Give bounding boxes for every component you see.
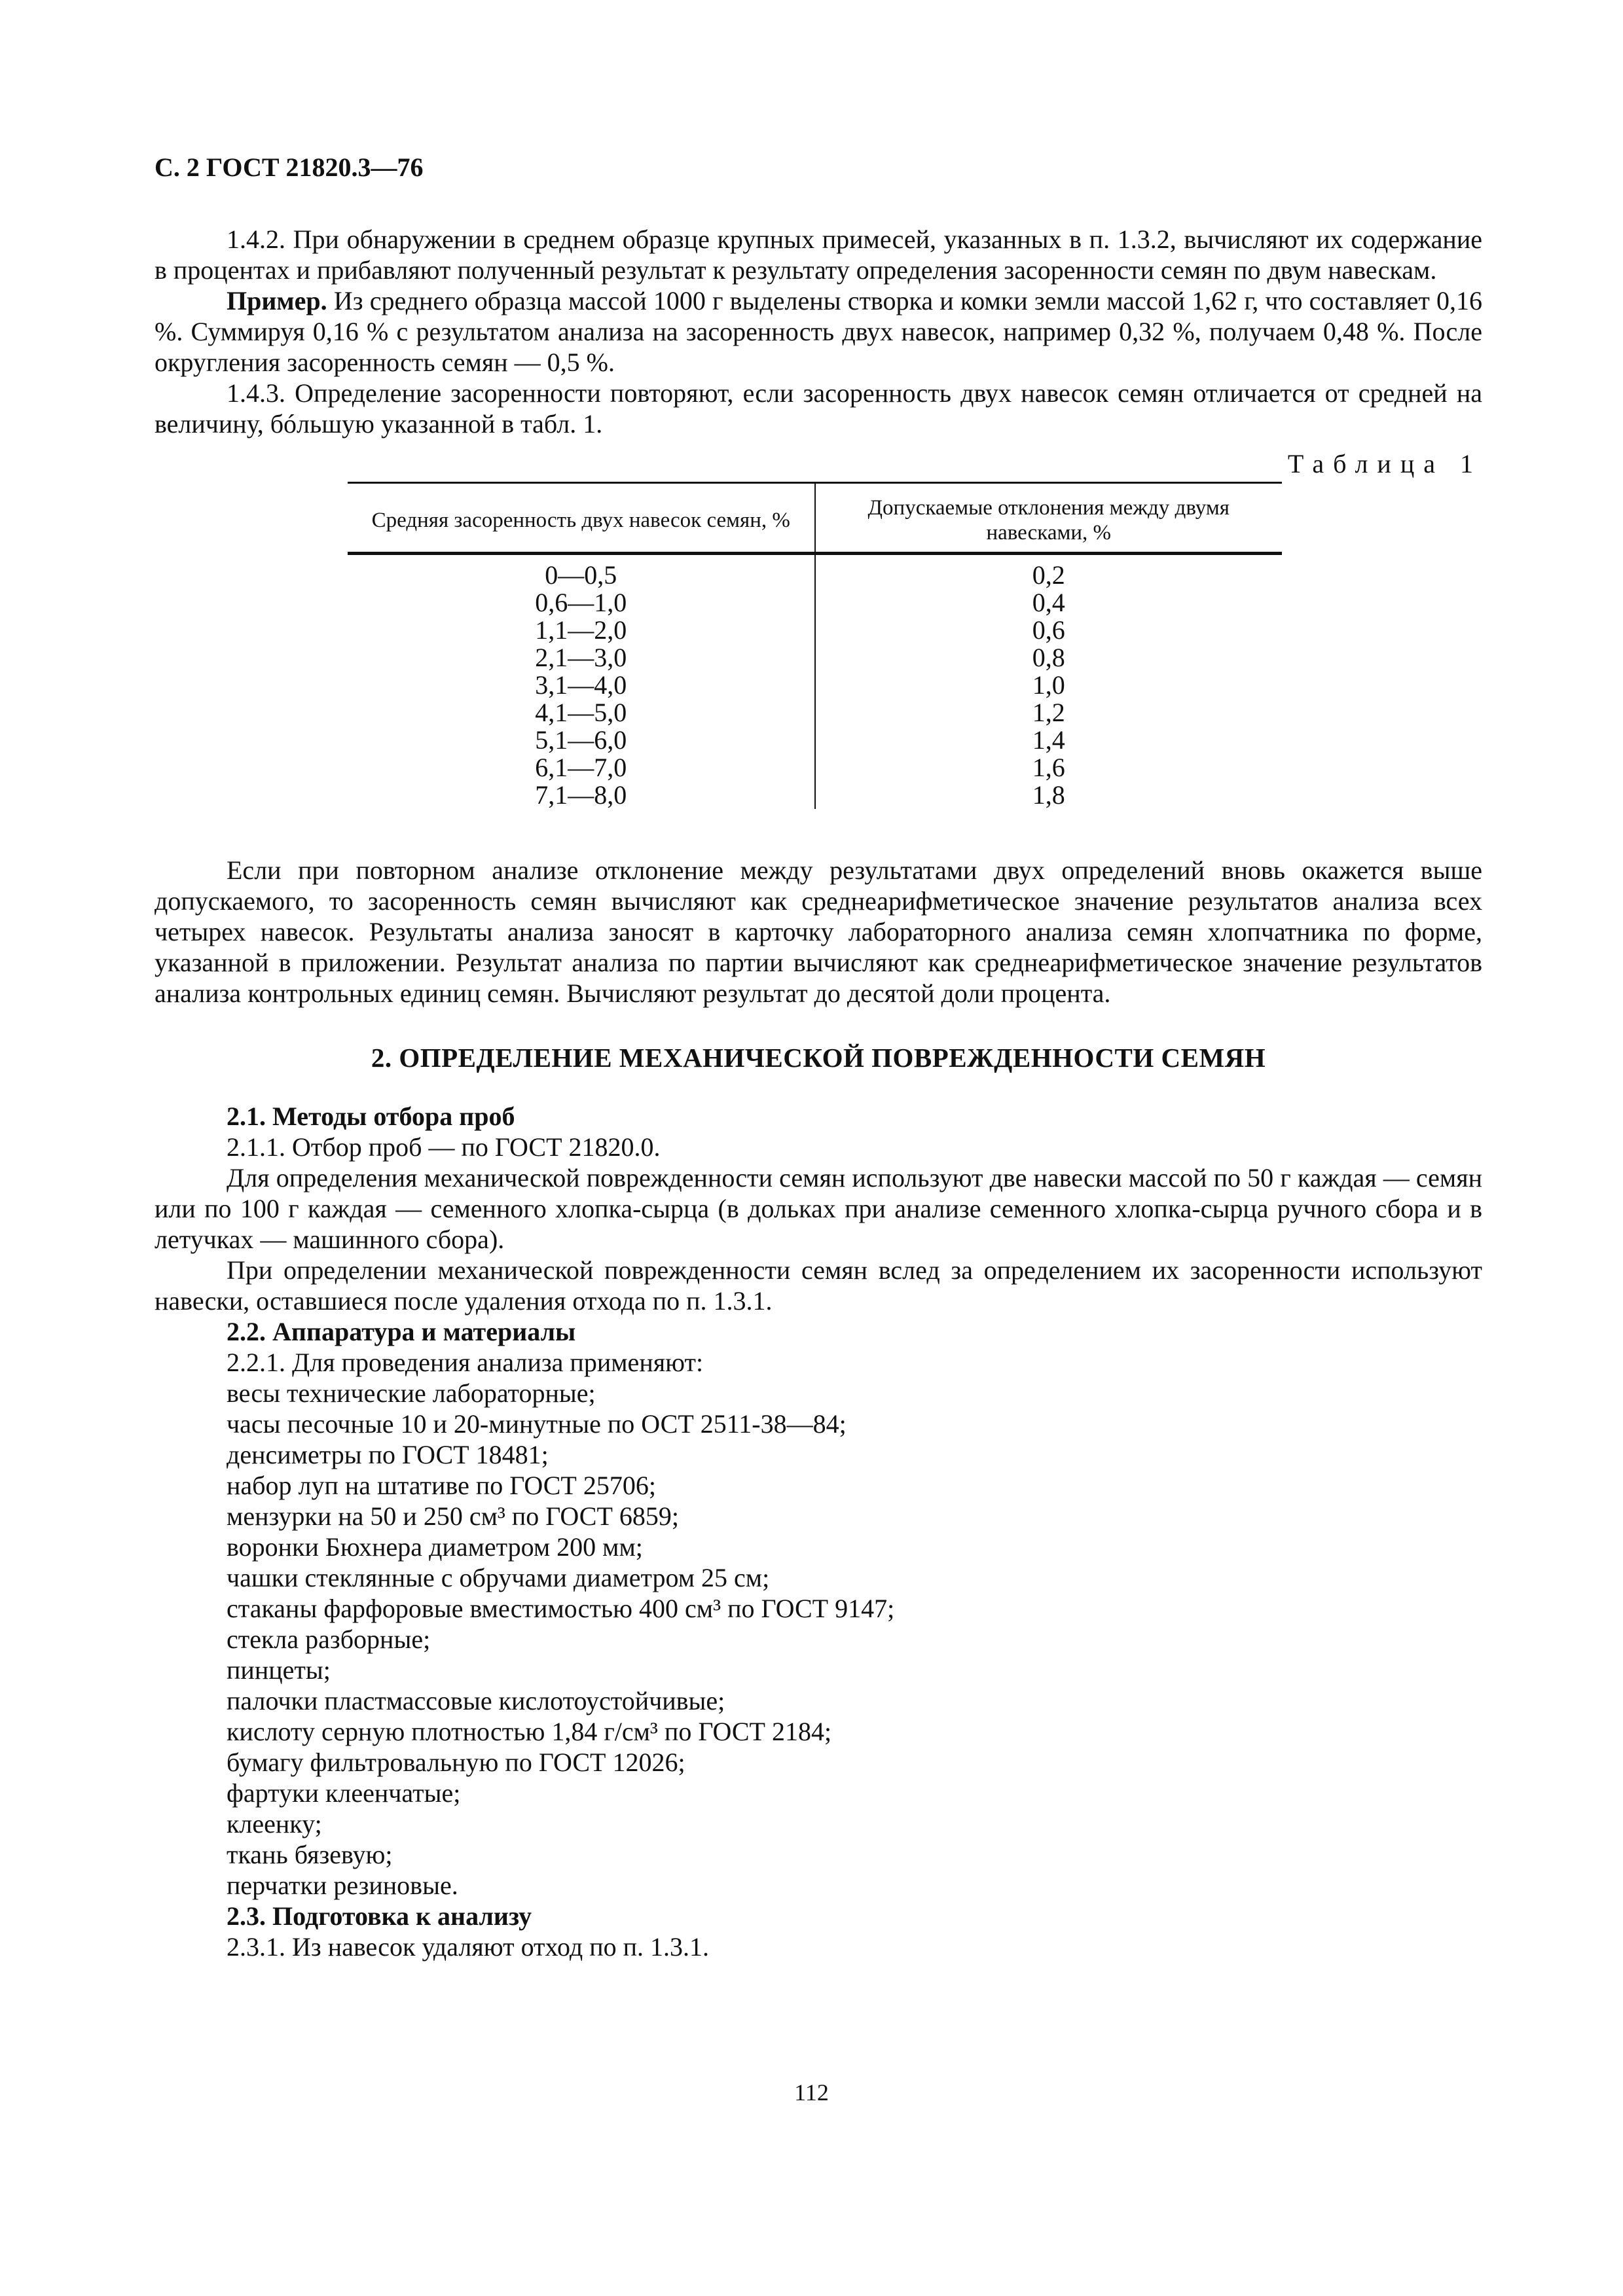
subsection-2-2-title: 2.2. Аппаратура и материалы: [227, 1317, 576, 1346]
table-cell-tolerance: 1,6: [1032, 753, 1065, 782]
paragraph-2-1-1-samples: Для определения механической поврежденности семян используют две навески массой по 50 г каждая — семян или по 100 г каждая — семенного хлопка-сырца (в дольках при анализе семенного хлопка-сырца ручного сбора и в летучках — машинного сбора).: [155, 1163, 1482, 1254]
list-item: набор луп на штативе по ГОСТ 25706;: [227, 1471, 656, 1500]
example-label: Пример.: [227, 286, 327, 315]
table-cell-range: 5,1—6,0: [348, 726, 815, 754]
document-body: [155, 224, 1482, 1962]
table-row: [348, 672, 1282, 699]
table-cell-range: 0,6—1,0: [348, 589, 815, 617]
paragraph-2-1-1: 2.1.1. Отбор проб — по ГОСТ 21820.0.: [227, 1132, 661, 1162]
list-item: клеенку;: [227, 1809, 322, 1839]
table-row: [348, 617, 1282, 644]
table-cell-tolerance: 1,8: [1032, 780, 1065, 810]
table-cell-range: 2,1—3,0: [348, 644, 815, 672]
table-cell-range: 7,1—8,0: [348, 781, 815, 809]
table-row: [348, 781, 1282, 809]
paragraph-2-2-1: 2.2.1. Для проведения анализа применяют:: [227, 1348, 704, 1377]
table-cell-range: 6,1—7,0: [348, 754, 815, 781]
table-cell-range: 4,1—5,0: [348, 699, 815, 726]
paragraph-2-1-1-remaining: При определении механической поврежденности семян вслед за определением их засоренности используют навески, оставшиеся после удаления отхода по п. 1.3.1.: [155, 1255, 1482, 1316]
list-item: ткань бязевую;: [227, 1840, 393, 1869]
table-cell-range: 0—0,5: [348, 554, 815, 590]
table-cell-tolerance: 1,2: [1032, 698, 1065, 727]
table-cell-tolerance: 1,4: [1032, 725, 1065, 755]
list-item: мензурки на 50 и 250 см³ по ГОСТ 6859;: [227, 1501, 680, 1531]
table-caption: Таблица 1: [1287, 449, 1482, 478]
table-row: [348, 589, 1282, 617]
equipment-list: [155, 1378, 1482, 1901]
list-item: стекла разборные;: [227, 1624, 431, 1654]
list-item: кислоту серную плотностью 1,84 г/см³ по ГОСТ 2184;: [227, 1717, 832, 1746]
list-item: часы песочные 10 и 20-минутные по ОСТ 2511-38—84;: [227, 1409, 847, 1439]
list-item: чашки стеклянные с обручами диаметром 25 см;: [227, 1563, 770, 1592]
tolerance-table: [348, 482, 1282, 809]
page-header: С. 2 ГОСТ 21820.3—76: [155, 152, 424, 182]
repeat-analysis-paragraph: Если при повторном анализе отклонение между результатами двух определений вновь окажется выше допускаемого, то засоренность семян вычисляют как среднеарифметическое значение результатов анализа всех четырех навесок. Результаты анализа заносят в карточку лабораторного анализа семян хлопчатника по форме, указанной в приложении. Результат анализа по партии вычисляют как среднеарифметическое значение результатов анализа контрольных единиц семян. Вычисляют результат до десятой доли процента.: [155, 855, 1482, 1008]
table-cell-tolerance: 1,0: [1032, 670, 1065, 700]
subsection-2-1-title: 2.1. Методы отбора проб: [227, 1102, 515, 1131]
list-item: бумагу фильтровальную по ГОСТ 12026;: [227, 1748, 685, 1777]
table-row: [348, 644, 1282, 672]
table-cell-tolerance: 0,6: [1032, 615, 1065, 645]
list-item: палочки пластмассовые кислотоустойчивые;: [227, 1686, 725, 1715]
table-cell-tolerance: 0,8: [1032, 643, 1065, 672]
paragraph-1-4-2: 1.4.2. При обнаружении в среднем образце крупных примесей, указанных в п. 1.3.2, вычисляют их содержание в процентах и прибавляют полученный результат к результату определения засоренности семян по двум навескам.: [155, 224, 1482, 285]
subsection-2-3-title: 2.3. Подготовка к анализу: [227, 1901, 532, 1931]
table-row: [348, 726, 1282, 754]
page-number: 112: [794, 2079, 829, 2106]
section-2-title: 2. ОПРЕДЕЛЕНИЕ МЕХАНИЧЕСКОЙ ПОВРЕЖДЕННОСТИ СЕМЯН: [371, 1043, 1266, 1073]
table-row: [348, 754, 1282, 781]
list-item: стаканы фарфоровые вместимостью 400 см³ по ГОСТ 9147;: [227, 1594, 895, 1623]
table-header-col1: Средняя засоренность двух навесок семян, %: [348, 483, 815, 554]
table-cell-tolerance: 0,4: [1032, 588, 1065, 617]
table-cell-tolerance: 0,2: [1032, 560, 1065, 590]
table-header-col2: Допускаемые отклонения между двумя навесками, %: [815, 483, 1283, 554]
list-item: фартуки клеенчатые;: [227, 1778, 461, 1808]
list-item: пинцеты;: [227, 1655, 331, 1685]
spacer: [155, 809, 1482, 855]
table-row: [348, 554, 1282, 590]
list-item: весы технические лабораторные;: [227, 1378, 596, 1408]
list-item: воронки Бюхнера диаметром 200 мм;: [227, 1532, 643, 1562]
list-item: денсиметры по ГОСТ 18481;: [227, 1440, 549, 1469]
table-cell-range: 1,1—2,0: [348, 617, 815, 644]
example-text: Из среднего образца массой 1000 г выделены створка и комки земли массой 1,62 г, что составляет 0,16 %. Суммируя 0,16 % с результатом анализа на засоренность двух навесок, например 0,32 %, получаем 0,48 %. После округления засоренность семян — 0,5 %.: [155, 286, 1482, 377]
paragraph-1-4-3: 1.4.3. Определение засоренности повторяют, если засоренность двух навесок семян отличается от средней на величину, бóльшую указанной в табл. 1.: [155, 378, 1482, 439]
table-header-row: [348, 483, 1282, 554]
example-paragraph: [155, 285, 1482, 378]
list-item: перчатки резиновые.: [227, 1871, 458, 1900]
paragraph-2-3-1: 2.3.1. Из навесок удаляют отход по п. 1.3.1.: [227, 1932, 710, 1962]
table-cell-range: 3,1—4,0: [348, 672, 815, 699]
table-row: [348, 699, 1282, 726]
